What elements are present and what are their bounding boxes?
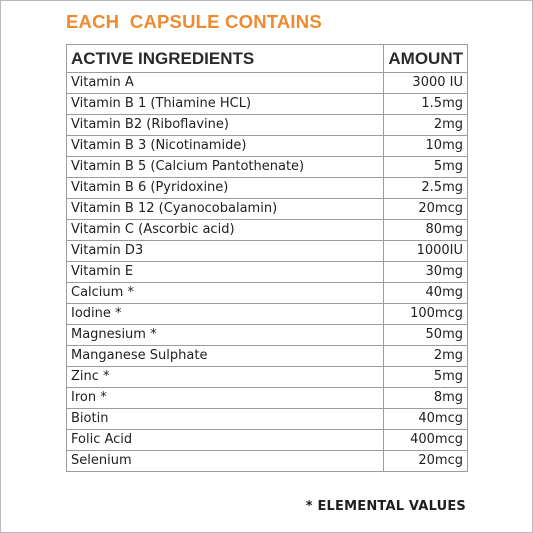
table-row	[67, 367, 468, 388]
table-row	[67, 430, 468, 451]
table-row	[67, 220, 468, 241]
ingredient-cell: Vitamin B 6 (Pyridoxine)	[67, 178, 384, 199]
amount-cell: 8mg	[384, 388, 468, 409]
amount-cell: 30mg	[384, 262, 468, 283]
table-row	[67, 157, 468, 178]
ingredient-cell: Magnesium *	[67, 325, 384, 346]
amount-cell: 40mg	[384, 283, 468, 304]
column-header-amount: AMOUNT	[384, 45, 468, 73]
ingredient-cell: Biotin	[67, 409, 384, 430]
table-body	[67, 73, 468, 472]
amount-cell: 1000IU	[384, 241, 468, 262]
amount-cell: 2mg	[384, 346, 468, 367]
table-row	[67, 346, 468, 367]
table-row	[67, 199, 468, 220]
table-row	[67, 325, 468, 346]
amount-cell: 40mcg	[384, 409, 468, 430]
column-header-ingredients: ACTIVE INGREDIENTS	[67, 45, 384, 73]
table-row	[67, 136, 468, 157]
page-title: EACH CAPSULE CONTAINS	[66, 11, 322, 32]
amount-cell: 50mg	[384, 325, 468, 346]
table-row	[67, 178, 468, 199]
ingredient-cell: Vitamin B2 (Riboflavine)	[67, 115, 384, 136]
table-row	[67, 241, 468, 262]
table-row	[67, 388, 468, 409]
table-row	[67, 451, 468, 472]
amount-cell: 1.5mg	[384, 94, 468, 115]
table-row	[67, 94, 468, 115]
amount-cell: 100mcg	[384, 304, 468, 325]
ingredient-cell: Selenium	[67, 451, 384, 472]
table-row	[67, 262, 468, 283]
ingredient-cell: Calcium *	[67, 283, 384, 304]
ingredient-cell: Vitamin B 5 (Calcium Pantothenate)	[67, 157, 384, 178]
ingredient-cell: Vitamin A	[67, 73, 384, 94]
amount-cell: 80mg	[384, 220, 468, 241]
amount-cell: 3000 IU	[384, 73, 468, 94]
ingredient-cell: Vitamin E	[67, 262, 384, 283]
ingredient-cell: Folic Acid	[67, 430, 384, 451]
ingredient-cell: Vitamin B 3 (Nicotinamide)	[67, 136, 384, 157]
amount-cell: 2mg	[384, 115, 468, 136]
table-row	[67, 115, 468, 136]
amount-cell: 400mcg	[384, 430, 468, 451]
amount-cell: 20mcg	[384, 199, 468, 220]
ingredient-cell: Iodine *	[67, 304, 384, 325]
amount-cell: 20mcg	[384, 451, 468, 472]
amount-cell: 2.5mg	[384, 178, 468, 199]
ingredient-cell: Vitamin B 12 (Cyanocobalamin)	[67, 199, 384, 220]
ingredient-cell: Manganese Sulphate	[67, 346, 384, 367]
footnote: * ELEMENTAL VALUES	[305, 499, 466, 514]
table-row	[67, 409, 468, 430]
ingredient-cell: Vitamin B 1 (Thiamine HCL)	[67, 94, 384, 115]
ingredient-cell: Vitamin C (Ascorbic acid)	[67, 220, 384, 241]
table-header-row	[67, 45, 468, 73]
ingredient-cell: Iron *	[67, 388, 384, 409]
ingredients-table	[66, 44, 468, 472]
ingredient-cell: Zinc *	[67, 367, 384, 388]
table-row	[67, 283, 468, 304]
amount-cell: 5mg	[384, 157, 468, 178]
amount-cell: 10mg	[384, 136, 468, 157]
table-row	[67, 73, 468, 94]
ingredient-cell: Vitamin D3	[67, 241, 384, 262]
amount-cell: 5mg	[384, 367, 468, 388]
table-row	[67, 304, 468, 325]
